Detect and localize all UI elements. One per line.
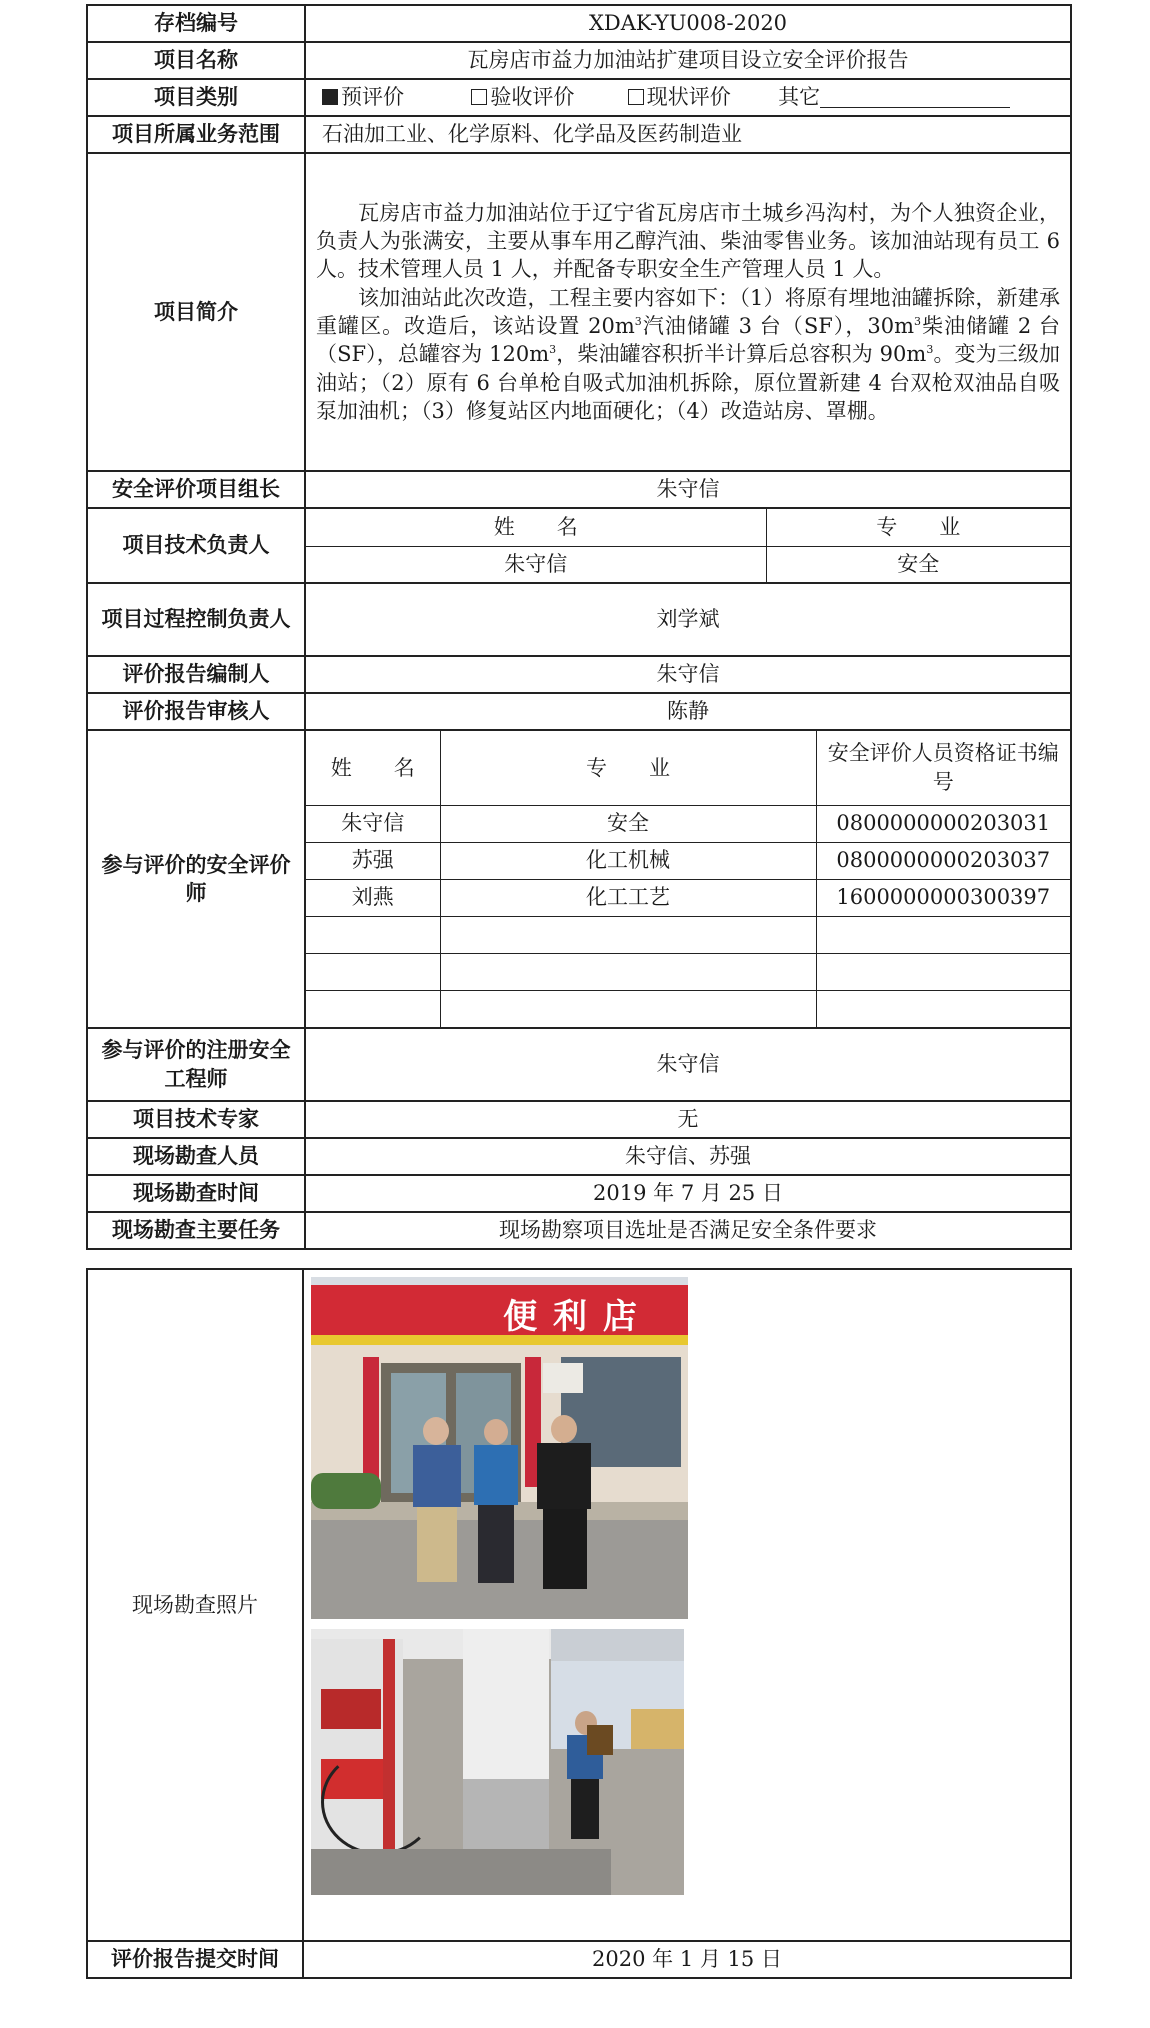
assessors-header-major: 专 业 <box>440 731 816 805</box>
archive-no-value: XDAK-YU008-2020 <box>305 5 1071 42</box>
assessor-cert: 0800000000203037 <box>816 842 1070 879</box>
assessor-major: 化工机械 <box>440 842 816 879</box>
row-assessors <box>87 730 1071 1028</box>
intro-paragraph-1: 瓦房店市益力加油站位于辽宁省瓦房店市土城乡冯沟村，为个人独资企业，负责人为张满安，主要从事车用乙醇汽油、柴油零售业务。该加油站现有员工 6 人。技术管理人员 1 人，并配备专职安全生产管理人员 1 人。 <box>316 200 1060 282</box>
assessors-subtable <box>306 731 1070 1027</box>
survey-task-value: 现场勘察项目选址是否满足安全条件要求 <box>305 1212 1071 1249</box>
row-survey-staff <box>87 1138 1071 1175</box>
type-option-acceptance: 验收评价 <box>490 85 575 110</box>
empty-row <box>306 990 1070 1027</box>
project-type-label: 项目类别 <box>87 79 305 116</box>
assessor-major: 化工工艺 <box>440 879 816 916</box>
table-row <box>306 842 1070 879</box>
tech-lead-label: 项目技术负责人 <box>87 508 305 583</box>
row-reviewer <box>87 693 1071 730</box>
reg-engineer-value: 朱守信 <box>305 1028 1071 1101</box>
assessor-name: 苏强 <box>306 842 440 879</box>
checkbox-empty-icon <box>471 89 487 105</box>
store-sign-text: 便 利 店 <box>503 1297 639 1337</box>
empty-row <box>306 953 1070 990</box>
row-project-name <box>87 42 1071 79</box>
row-tech-lead <box>87 508 1071 583</box>
type-option-other: 其它 <box>778 85 821 110</box>
row-archive-no <box>87 5 1071 42</box>
intro-paragraph-2: 该加油站此次改造，工程主要内容如下：（1）将原有埋地油罐拆除，新建承重罐区。改造后，该站设置 $20m^3$汽油储罐 3 台（SF），$30m^3$柴油储罐 2 台（SF），总罐容为 $120m^3$，柴油罐容积折半计算后总容积为 $90m^3$。变为三级加油站；（2）原有 6 台单枪自吸式加油机拆除，原位置新建 4 台双枪双油品自吸泵加油机；（3）修复站区内地面硬化；（4）改造站房、罩棚。 <box>316 285 1060 424</box>
expert-value: 无 <box>305 1101 1071 1138</box>
reviewer-value: 陈静 <box>305 693 1071 730</box>
reviewer-label: 评价报告审核人 <box>87 693 305 730</box>
survey-time-value: 2019 年 7 月 25 日 <box>305 1175 1071 1212</box>
assessor-cert: 0800000000203031 <box>816 805 1070 842</box>
row-intro <box>87 153 1071 471</box>
tech-lead-name: 朱守信 <box>306 546 766 582</box>
tech-lead-header-major: 专 业 <box>766 509 1070 546</box>
photos-label: 现场勘查照片 <box>87 1269 303 1941</box>
process-control-label: 项目过程控制负责人 <box>87 583 305 656</box>
row-reg-engineer <box>87 1028 1071 1101</box>
survey-staff-label: 现场勘查人员 <box>87 1138 305 1175</box>
project-name-value: 瓦房店市益力加油站扩建项目设立安全评价报告 <box>305 42 1071 79</box>
team-leader-label: 安全评价项目组长 <box>87 471 305 508</box>
assessors-header-row <box>306 731 1070 805</box>
row-expert <box>87 1101 1071 1138</box>
row-business-scope <box>87 116 1071 153</box>
intro-label: 项目简介 <box>87 153 305 471</box>
survey-time-label: 现场勘查时间 <box>87 1175 305 1212</box>
assessors-header-name: 姓 名 <box>306 731 440 805</box>
project-type-options <box>305 79 1071 116</box>
table-row <box>306 805 1070 842</box>
row-project-type <box>87 79 1071 116</box>
submit-label: 评价报告提交时间 <box>87 1941 303 1978</box>
row-process-control <box>87 583 1071 656</box>
project-name-label: 项目名称 <box>87 42 305 79</box>
survey-task-label: 现场勘查主要任务 <box>87 1212 305 1249</box>
business-scope-value: 石油加工业、化学原料、化学品及医药制造业 <box>305 116 1071 153</box>
intro-text <box>305 153 1071 471</box>
site-photo-dispenser <box>311 1629 684 1895</box>
business-scope-label: 项目所属业务范围 <box>87 116 305 153</box>
type-option-pre: 预评价 <box>341 85 404 110</box>
checkbox-empty-icon <box>628 89 644 105</box>
row-submit <box>87 1941 1071 1978</box>
table-row <box>306 879 1070 916</box>
compiler-label: 评价报告编制人 <box>87 656 305 693</box>
archive-no-label: 存档编号 <box>87 5 305 42</box>
tech-lead-header-name: 姓 名 <box>306 509 766 546</box>
assessors-header-cert: 安全评价人员资格证书编号 <box>816 731 1070 805</box>
assessors-label: 参与评价的安全评价师 <box>87 730 305 1028</box>
tech-lead-subtable <box>306 509 1070 582</box>
row-survey-time <box>87 1175 1071 1212</box>
team-leader-value: 朱守信 <box>305 471 1071 508</box>
site-photo-store <box>311 1277 688 1619</box>
process-control-value: 刘学斌 <box>305 583 1071 656</box>
row-team-leader <box>87 471 1071 508</box>
assessor-cert: 1600000000300397 <box>816 879 1070 916</box>
row-compiler <box>87 656 1071 693</box>
assessor-major: 安全 <box>440 805 816 842</box>
compiler-value: 朱守信 <box>305 656 1071 693</box>
empty-row <box>306 916 1070 953</box>
other-blank-line <box>820 89 1010 108</box>
type-option-status: 现状评价 <box>646 85 731 110</box>
assessor-name: 刘燕 <box>306 879 440 916</box>
tech-lead-major: 安全 <box>766 546 1070 582</box>
submit-value: 2020 年 1 月 15 日 <box>303 1941 1071 1978</box>
row-survey-task <box>87 1212 1071 1249</box>
assessor-name: 朱守信 <box>306 805 440 842</box>
info-table <box>86 4 1072 1250</box>
reg-engineer-label: 参与评价的注册安全工程师 <box>87 1028 305 1101</box>
expert-label: 项目技术专家 <box>87 1101 305 1138</box>
survey-staff-value: 朱守信、苏强 <box>305 1138 1071 1175</box>
checkbox-checked-icon <box>322 89 338 105</box>
